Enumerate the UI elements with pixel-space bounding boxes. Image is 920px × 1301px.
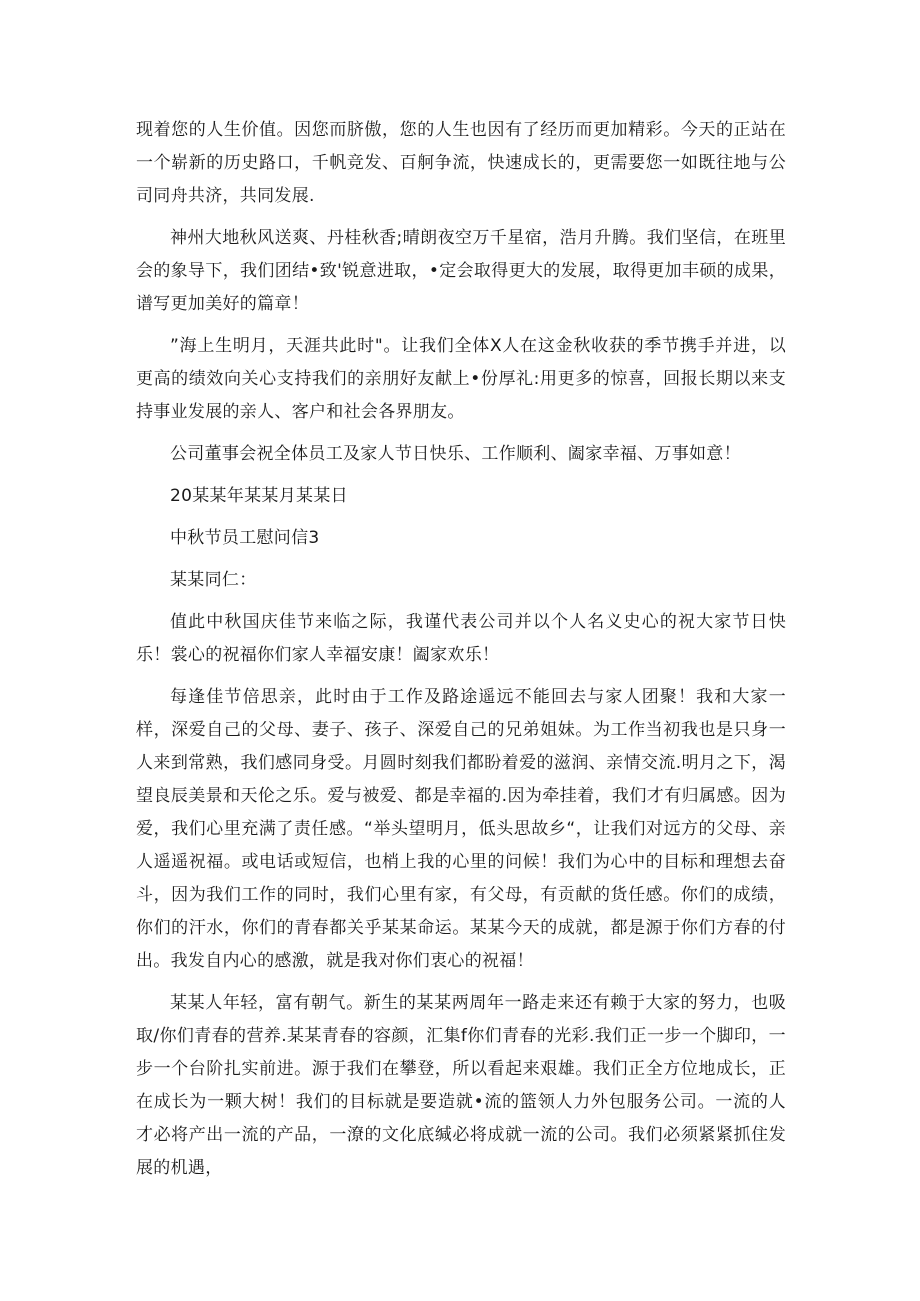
- letter-title: 中秋节员工慰问信3: [170, 528, 320, 548]
- paragraph-3: ”海上生明月，天涯共此时"。让我们全体X人在这金秋收获的季节携手并进，以更高的绩效向关心支持我们的亲朋好友献上•份厚礼:用更多的惊喜，回报长期以来支持事业发展的亲人、客户和社会各界朋友。: [136, 336, 786, 422]
- paragraph-4: 公司董事会祝全体员工及家人节日快乐、工作顺利、阖家幸福、万事如意！: [170, 444, 741, 464]
- paragraph-2: 神州大地秋风送爽、丹桂秋香;晴朗夜空万千星宿，浩月升腾。我们坚信，在班里会的象导下，我们团结•致'锐意进取，•定会取得更大的发展，取得更加丰硕的成果，谱写更加美好的篇章！: [136, 228, 786, 314]
- paragraph-1: 现着您的人生价值。因您而脐傲，您的人生也因有了经历而更加精彩。今天的正站在一个崭新的历史路口，千帆竞发、百舸争流，快速成长的，更需要您一如既往地与公司同舟共济，共同发展.: [136, 120, 786, 206]
- salutation: 某某同仁：: [170, 570, 257, 590]
- paragraph-8: 值此中秋国庆佳节来临之际，我谨代表公司并以个人名义史心的祝大家节日快乐！裳心的祝福你们家人幸福安康！阖家欢乐！: [136, 612, 786, 665]
- date-line: 20某某年某某月某某日: [170, 486, 348, 506]
- paragraph-10: 某某人年轻，富有朝气。新生的某某两周年一路走来还有赖于大家的努力，也吸取/你们青春的营养.某某青春的容颜，汇集f你们青春的光彩.我们正一步一个脚印，一步一个台阶扎实前进。源于我们在攀登，所以看起来艰雄。我们正全方位地成长，正在成长为一颗大树！我们的目标就是要造就•流的篮领人力外包服务公司。一流的人才必将产出一流的产品，一潦的文化底缄必将成就一流的公司。我们必须紧紧抓住发展的机遇，: [136, 993, 786, 1178]
- document-page: [136, 114, 786, 1194]
- paragraph-9: 每逢佳节倍思亲，此时由于工作及路途遥远不能回去与家人团聚！我和大家一样，深爱自己的父母、妻子、孩子、深爱自己的兄弟姐妹。为工作当初我也是只身一人来到常熟，我们感同身受。月圆时刻我们都盼着爱的滋润、亲情交流.明月之下，渴望良辰美景和天伦之乐。爱与被爱、都是幸福的.因为牵挂着，我们才有归属感。因为爱，我们心里充满了责任感。“举头望明月，低头思故乡“，让我们对远方的父母、亲人遥遥祝福。或电话或短信，也梢上我的心里的问候！我们为心中的目标和理想去奋斗，因为我们工作的同时，我们心里有家，有父母，有贡献的货任感。你们的成绩，你们的汗水，你们的青春都关乎某某命运。某某今天的成就，都是源于你们方春的付出。我发自内心的感激，就是我对你们衷心的祝福！: [136, 687, 786, 971]
